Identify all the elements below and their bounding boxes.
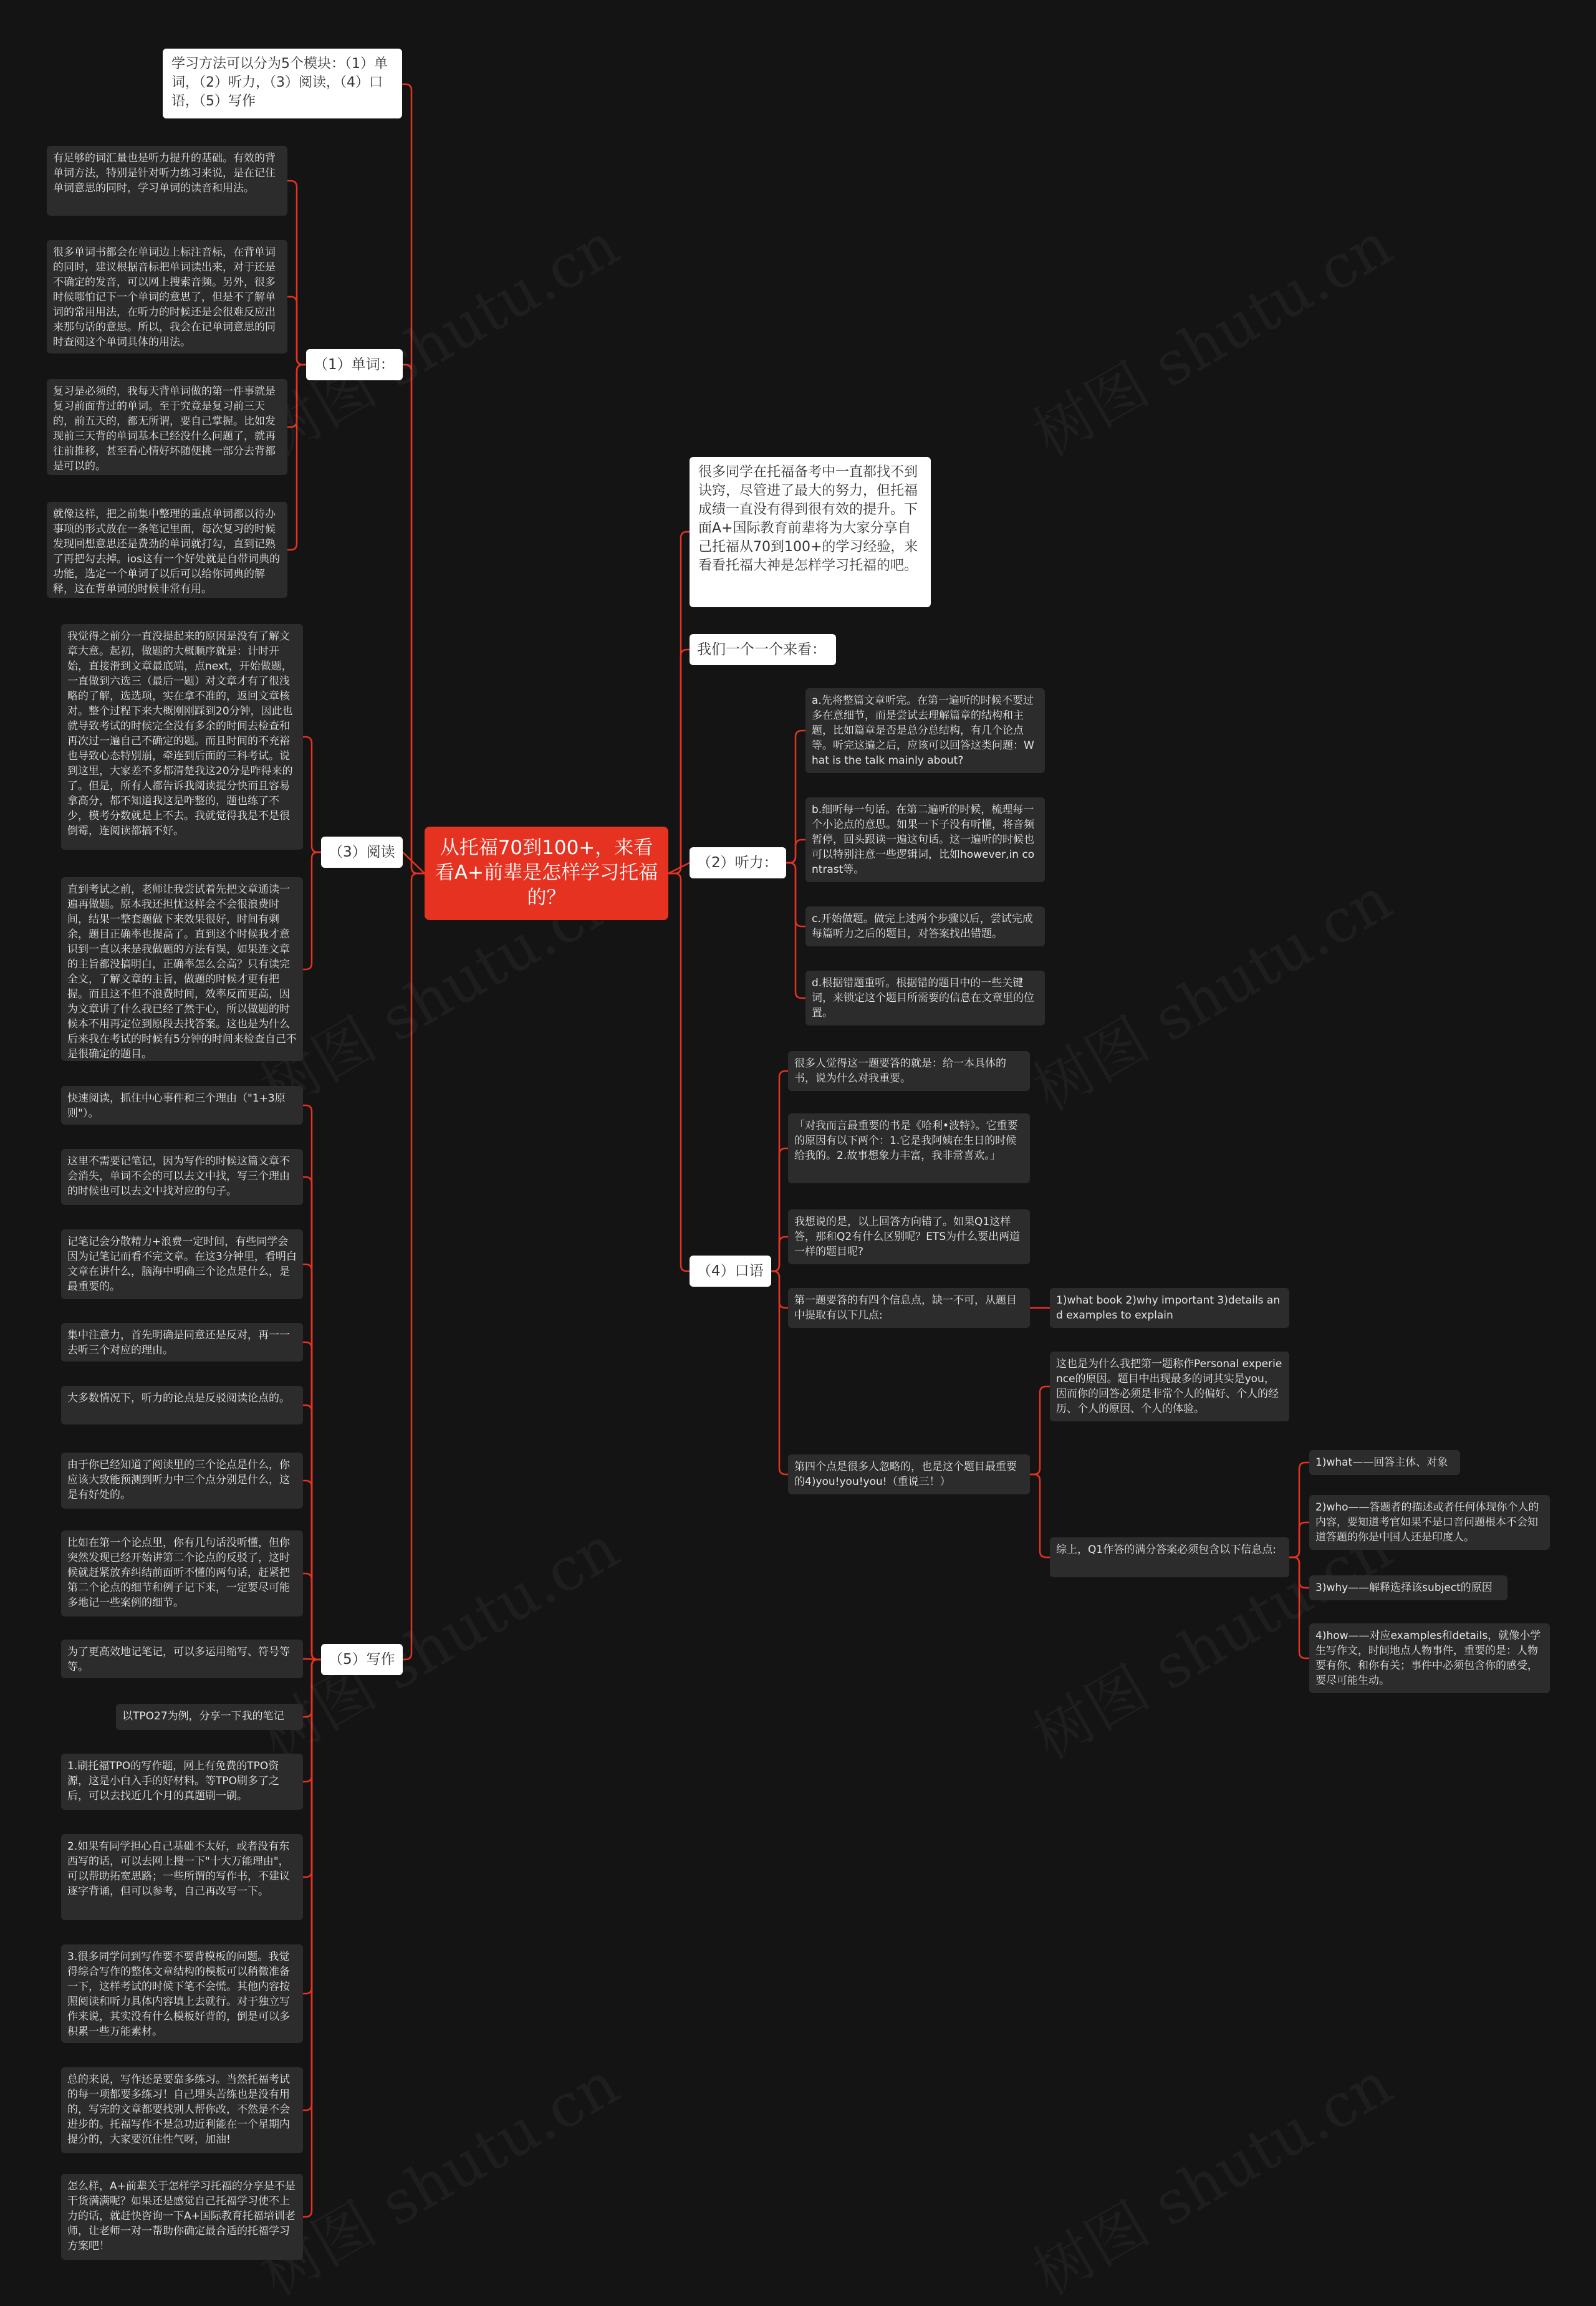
vocab-item[interactable]: 就像这样，把之前集中整理的重点单词都以待办事项的形式放在一条笔记里面，每次复习的时候发现回想意思还是费劲的单词就打勾，直到记熟了再把勾去掉。ios这有一个好处就是自带词典的功能，选定一个单词了以后可以给你词典的解释，这在背单词的时候非常有用。 [47, 502, 287, 598]
writing-item[interactable]: 为了更高效地记笔记，可以多运用缩写、符号等等。 [61, 1640, 303, 1678]
listening-item[interactable]: a.先将整篇文章听完。在第一遍听的时候不要过多在意细节，而是尝试去理解篇章的结构和主题，比如篇章是否是总分总结构，有几个论点等。听完这遍之后，应该可以回答这类问题：What is the talk mainly about? [805, 688, 1045, 773]
branch-reading[interactable]: （3）阅读 [321, 837, 403, 868]
speaking-item[interactable]: 很多人觉得这一题要答的就是：给一本具体的书，说为什么对我重要。 [788, 1051, 1030, 1091]
connector-line [1289, 1522, 1309, 1557]
branch-speaking[interactable]: （4）口语 [690, 1256, 771, 1287]
connector-line [786, 863, 805, 998]
writing-item[interactable]: 快速阅读，抓住中心事件和三个理由（"1+3原则"）。 [61, 1086, 303, 1125]
right-intro-node[interactable]: 很多同学在托福备考中一直都找不到诀窍，尽管进了最大的努力，但托福成绩一直没有得到很有效的提升。下面A+国际教育前辈将为大家分享自己托福从70到100+的学习经验，来看看托福大神是怎样学习托福的吧。 [690, 457, 931, 607]
speaking-item[interactable]: 我想说的是，以上回答方向错了。如果Q1这样答，那和Q2有什么区别呢？ETS为什么要出两道一样的题目呢? [788, 1209, 1030, 1264]
branch-listening[interactable]: （2）听力： [690, 847, 786, 878]
summary-item[interactable]: 3)why——解释选择该subject的原因 [1309, 1575, 1507, 1600]
listening-item[interactable]: b.细听每一句话。在第二遍听的时候，梳理每一个小论点的意思。如果一下子没有听懂，将音频暂停，回头跟读一遍这句话。这一遍听的时候也可以特别注意一些逻辑词，比如however,in contrast等。 [805, 797, 1045, 882]
speaking-item[interactable]: 「对我而言最重要的书是《哈利•波特》。它重要的原因有以下两个：1.它是我阿姨在生日的时候给我的。2.故事想象力丰富，我非常喜欢。」 [788, 1113, 1030, 1183]
writing-item[interactable]: 集中注意力，首先明确是同意还是反对，再一一去听三个对应的理由。 [61, 1323, 303, 1362]
speaking-item[interactable]: 第一题要答的有四个信息点，缺一不可，从题目中提取有以下几点: [788, 1288, 1030, 1328]
left-intro-node[interactable]: 学习方法可以分为5个模块：（1）单词，（2）听力，（3）阅读，（4）口语，（5）写作 [163, 49, 402, 118]
branch-writing[interactable]: （5）写作 [321, 1644, 403, 1675]
summary-node[interactable]: 综上，Q1作答的满分答案必须包含以下信息点: [1050, 1537, 1289, 1577]
connector-line [303, 1660, 321, 2217]
connector-line [287, 297, 306, 365]
summary-item[interactable]: 4)how——对应examples和details，就像小学生写作文，时间地点人物事件，重要的是：人物要有你、和你有关；事件中必须包含你的感受，要尽可能生动。 [1309, 1623, 1550, 1693]
connector-line [403, 873, 425, 1660]
writing-item[interactable]: 总的来说，写作还是要靠多练习。当然托福考试的每一项都要多练习！自己埋头苦练也是没有用的，写完的文章都要找别人帮你改，不然是不会进步的。托福写作不是急功近利能在一个星期内提分的，大家要沉住性气呀，加油! [61, 2067, 303, 2153]
writing-item[interactable]: 2.如果有同学担心自己基础不太好，或者没有东西写的话，可以去网上搜一下"十大万能理由"，可以帮助拓宽思路；一些所谓的写作书，不建议逐字背诵，但可以参考，自己再改写一下。 [61, 1834, 303, 1920]
look-node[interactable]: 我们一个一个来看： [690, 634, 836, 665]
writing-item[interactable]: 以TPO27为例，分享一下我的笔记 [116, 1704, 303, 1730]
vocab-item[interactable]: 有足够的词汇量也是听力提升的基础。有效的背单词方法，特别是针对听力练习来说，是在记住单词意思的同时，学习单词的读音和用法。 [47, 146, 287, 216]
connector-line [402, 84, 425, 873]
reading-item[interactable]: 直到考试之前，老师让我尝试着先把文章通读一遍再做题。原本我还担忧这样会不会很浪费时间，结果一整套题做下来效果很好，时间有剩余，题目正确率也提高了。直到这个时候我才意识到一直以来是我做题的方法有误，如果连文章的主旨都没搞明白，正确率怎么会高？只有读完全文，了解文章的主旨，做题的时候才更有把握。而且这不但不浪费时间，效率反而更高，因为文章讲了什么我已经了然于心，所以做题的时候本不用再定位到原段去找答案。这也是为什么后来我在考试的时候有5分钟的时间来检查自己不是很确定的题目。 [61, 877, 303, 1061]
connector-line [287, 365, 306, 550]
connector-line [668, 650, 690, 873]
writing-item[interactable]: 记笔记会分散精力+浪费一定时间，有些同学会因为记笔记而看不完文章。在这3分钟里，看明白文章在讲什么，脑海中明确三个论点是什么，是最重要的。 [61, 1229, 303, 1299]
speaking-points-node[interactable]: 1)what book 2)why important 3)details and examples to explain [1050, 1288, 1289, 1328]
writing-item[interactable]: 1.刷托福TPO的写作题，网上有免费的TPO资源，这是小白入手的好材料。等TPO刷多了之后，可以去找近几个月的真题刷一刷。 [61, 1754, 303, 1810]
connector-line [668, 873, 690, 1271]
listening-item[interactable]: c.开始做题。做完上述两个步骤以后，尝试完成每篇听力之后的题目，对答案找出错题。 [805, 906, 1045, 946]
connector-line [668, 532, 690, 873]
writing-item[interactable]: 比如在第一个论点里，你有几句话没听懂，但你突然发现已经开始讲第二个论点的反驳了，这时候就赶紧放弃纠结前面听不懂的两句话，赶紧把第二个论点的细节和例子记下来，一定要尽可能多地记一些案例的细节。 [61, 1530, 303, 1617]
connector-line [771, 1237, 788, 1271]
connector-line [1030, 1474, 1050, 1557]
connector-line [1289, 1557, 1309, 1658]
speaking-item[interactable]: 第四个点是很多人忽略的，也是这个题目最重要的4)you!you!you!（重说三！） [788, 1454, 1030, 1494]
connector-line [303, 737, 321, 852]
personal-experience-node[interactable]: 这也是为什么我把第一题称作Personal experience的原因。题目中出现最多的词其实是you，因而你的回答必须是非常个人的偏好、个人的经历、个人的原因、个人的体验。 [1050, 1352, 1289, 1421]
vocab-item[interactable]: 很多单词书都会在单词边上标注音标，在背单词的同时，建议根据音标把单词读出来，对于还是不确定的发音，可以网上搜索音频。另外，很多时候哪怕记下一个单词的意思了，但是不了解单词的常用用法，在听力的时候还是会很难反应出来那句话的意思。所以，我会在记单词意思的同时查阅这个单词具体的用法。 [47, 240, 287, 353]
connector-line [786, 840, 805, 863]
summary-item[interactable]: 2)who——答题者的描述或者任何体现你个人的内容，要知道考官如果不是口音问题根本不会知道答题的你是中国人还是印度人。 [1309, 1495, 1550, 1550]
branch-vocab[interactable]: （1）单词： [306, 349, 403, 380]
writing-item[interactable]: 3.很多同学问到写作要不要背模板的问题。我觉得综合写作的整体文章结构的模板可以稍微准备一下，这样考试的时候下笔不会慌。其他内容按照阅读和听力具体内容填上去就行。对于独立写作来说，其实没有什么模板好背的，倒是可以多积累一些万能素材。 [61, 1944, 303, 2043]
writing-item[interactable]: 由于你已经知道了阅读里的三个论点是什么，你应该大致能预测到听力中三个点分别是什么，这是有好处的。 [61, 1453, 303, 1509]
reading-item[interactable]: 我觉得之前分一直没提起来的原因是没有了解文章大意。起初，做题的大概顺序就是：计时开始，直接滑到文章最底端，点next，开始做题，一直做到六选三（最后一题）对文章才有了很浅略的了解，选选项，实在拿不准的，返回文章核对。整个过程下来大概刚刚踩到20分钟，因此也就导致考试的时候完全没有多余的时间去检查和再次过一遍自己不确定的题。而且时间的不充裕也导致心态特别崩，牵连到后面的三科考试。说到这里，大家差不多都清楚我这20分是咋得来的了。但是，所有人都告诉我阅读提分快而且容易拿高分，都不知道我这是咋整的，题也练了不少，模考分数就是上不去。我就觉得我是不是很倒霉，连阅读都搞不好。 [61, 624, 303, 850]
writing-item[interactable]: 这里不需要记笔记，因为写作的时候这篇文章不会消失，单词不会的可以去文中找，写三个理由的时候也可以去文中找对应的句子。 [61, 1149, 303, 1205]
writing-item[interactable]: 怎么样，A+前辈关于怎样学习托福的分享是不是干货满满呢？如果还是感觉自己托福学习使不上力的话，就赶快咨询一下A+国际教育托福培训老师，让老师一对一帮助你确定最合适的托福学习方案吧！ [61, 2174, 303, 2260]
listening-item[interactable]: d.根据错题重听。根据错的题目中的一些关键词，来锁定这个题目所需要的信息在文章里的位置。 [805, 971, 1045, 1026]
connector-line [303, 1573, 321, 1660]
connector-line [303, 852, 321, 969]
connector-line [403, 365, 425, 873]
vocab-item[interactable]: 复习是必须的，我每天背单词做的第一件事就是复习前面背过的单词。至于究竟是复习前三天的，前五天的，都无所谓，要自己掌握。比如发现前三天背的单词基本已经没什么问题了，就再往前推移，甚至看心情好坏随便挑一部分去背都是可以的。 [47, 379, 287, 475]
connector-line [1030, 1386, 1050, 1474]
root-topic[interactable]: 从托福70到100+，来看看A+前辈是怎样学习托福的？ [425, 827, 668, 920]
writing-item[interactable]: 大多数情况下，听力的论点是反驳阅读论点的。 [61, 1386, 303, 1424]
connector-line [403, 852, 425, 873]
summary-item[interactable]: 1)what——回答主体、对象 [1309, 1450, 1460, 1475]
connector-line [771, 1271, 788, 1474]
